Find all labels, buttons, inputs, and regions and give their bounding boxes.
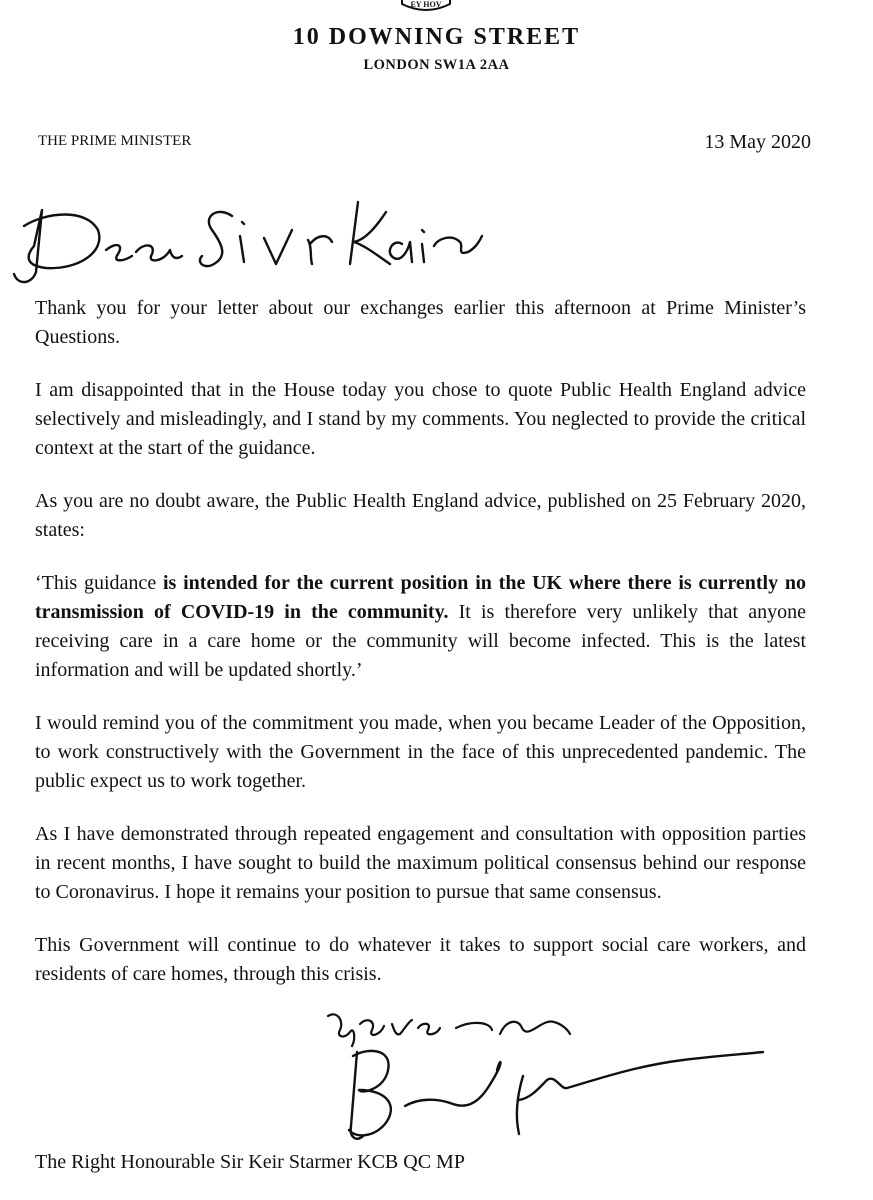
crest-emblem bbox=[396, 0, 456, 18]
handwritten-signature bbox=[335, 1040, 765, 1145]
body-paragraph bbox=[35, 931, 806, 989]
text-segment: ‘This guidance bbox=[35, 572, 163, 594]
text-segment: This Government will continue to do whatever it takes to support social care workers, and residents of care homes, through this crisis. bbox=[35, 934, 806, 985]
text-segment: I would remind you of the commitment you made, when you became Leader of the Opposition, to work constructively with the Government in the face of this unprecedented pandemic. The public expect us to work together. bbox=[35, 712, 806, 792]
body-paragraph bbox=[35, 294, 806, 352]
text-segment: As you are no doubt aware, the Public Health England advice, published on 25 February 2020, states: bbox=[35, 490, 806, 541]
sender-office: THE PRIME MINISTER bbox=[38, 133, 192, 149]
letterhead-address: LONDON SW1A 2AA bbox=[363, 57, 510, 73]
handwritten-salutation bbox=[6, 186, 486, 296]
bold-quote-segment: is intended for the current position in the UK where there is currently no transmission of COVID-19 in the community. bbox=[35, 572, 807, 623]
body-paragraph bbox=[35, 487, 806, 545]
body-paragraph bbox=[35, 820, 806, 907]
text-segment: It is therefore very unlikely that anyone receiving care in a care home or the community will become infected. This is the latest information and will be updated shortly.’ bbox=[35, 601, 806, 681]
body-paragraph bbox=[35, 376, 806, 463]
letterhead-title: 10 DOWNING STREET bbox=[292, 24, 581, 50]
letter-date: 13 May 2020 bbox=[704, 131, 811, 153]
body-paragraph bbox=[35, 569, 806, 685]
body-paragraph bbox=[35, 709, 806, 796]
text-segment: As I have demonstrated through repeated engagement and consultation with opposition parties in recent months, I have sought to build the maximum political consensus behind our response to Coronavirus. I hope it remains your position to pursue that same consensus. bbox=[35, 823, 806, 903]
letter-body bbox=[35, 294, 806, 1013]
crest-text: EY HOV bbox=[410, 0, 442, 9]
recipient-line: The Right Honourable Sir Keir Starmer KCB QC MP bbox=[35, 1151, 465, 1173]
text-segment: Thank you for your letter about our exchanges earlier this afternoon at Prime Minister’s Questions. bbox=[35, 297, 806, 348]
text-segment: I am disappointed that in the House today you chose to quote Public Health England advice selectively and misleadingly, and I stand by my comments. You neglected to provide the critical context at the start of the guidance. bbox=[35, 379, 806, 459]
